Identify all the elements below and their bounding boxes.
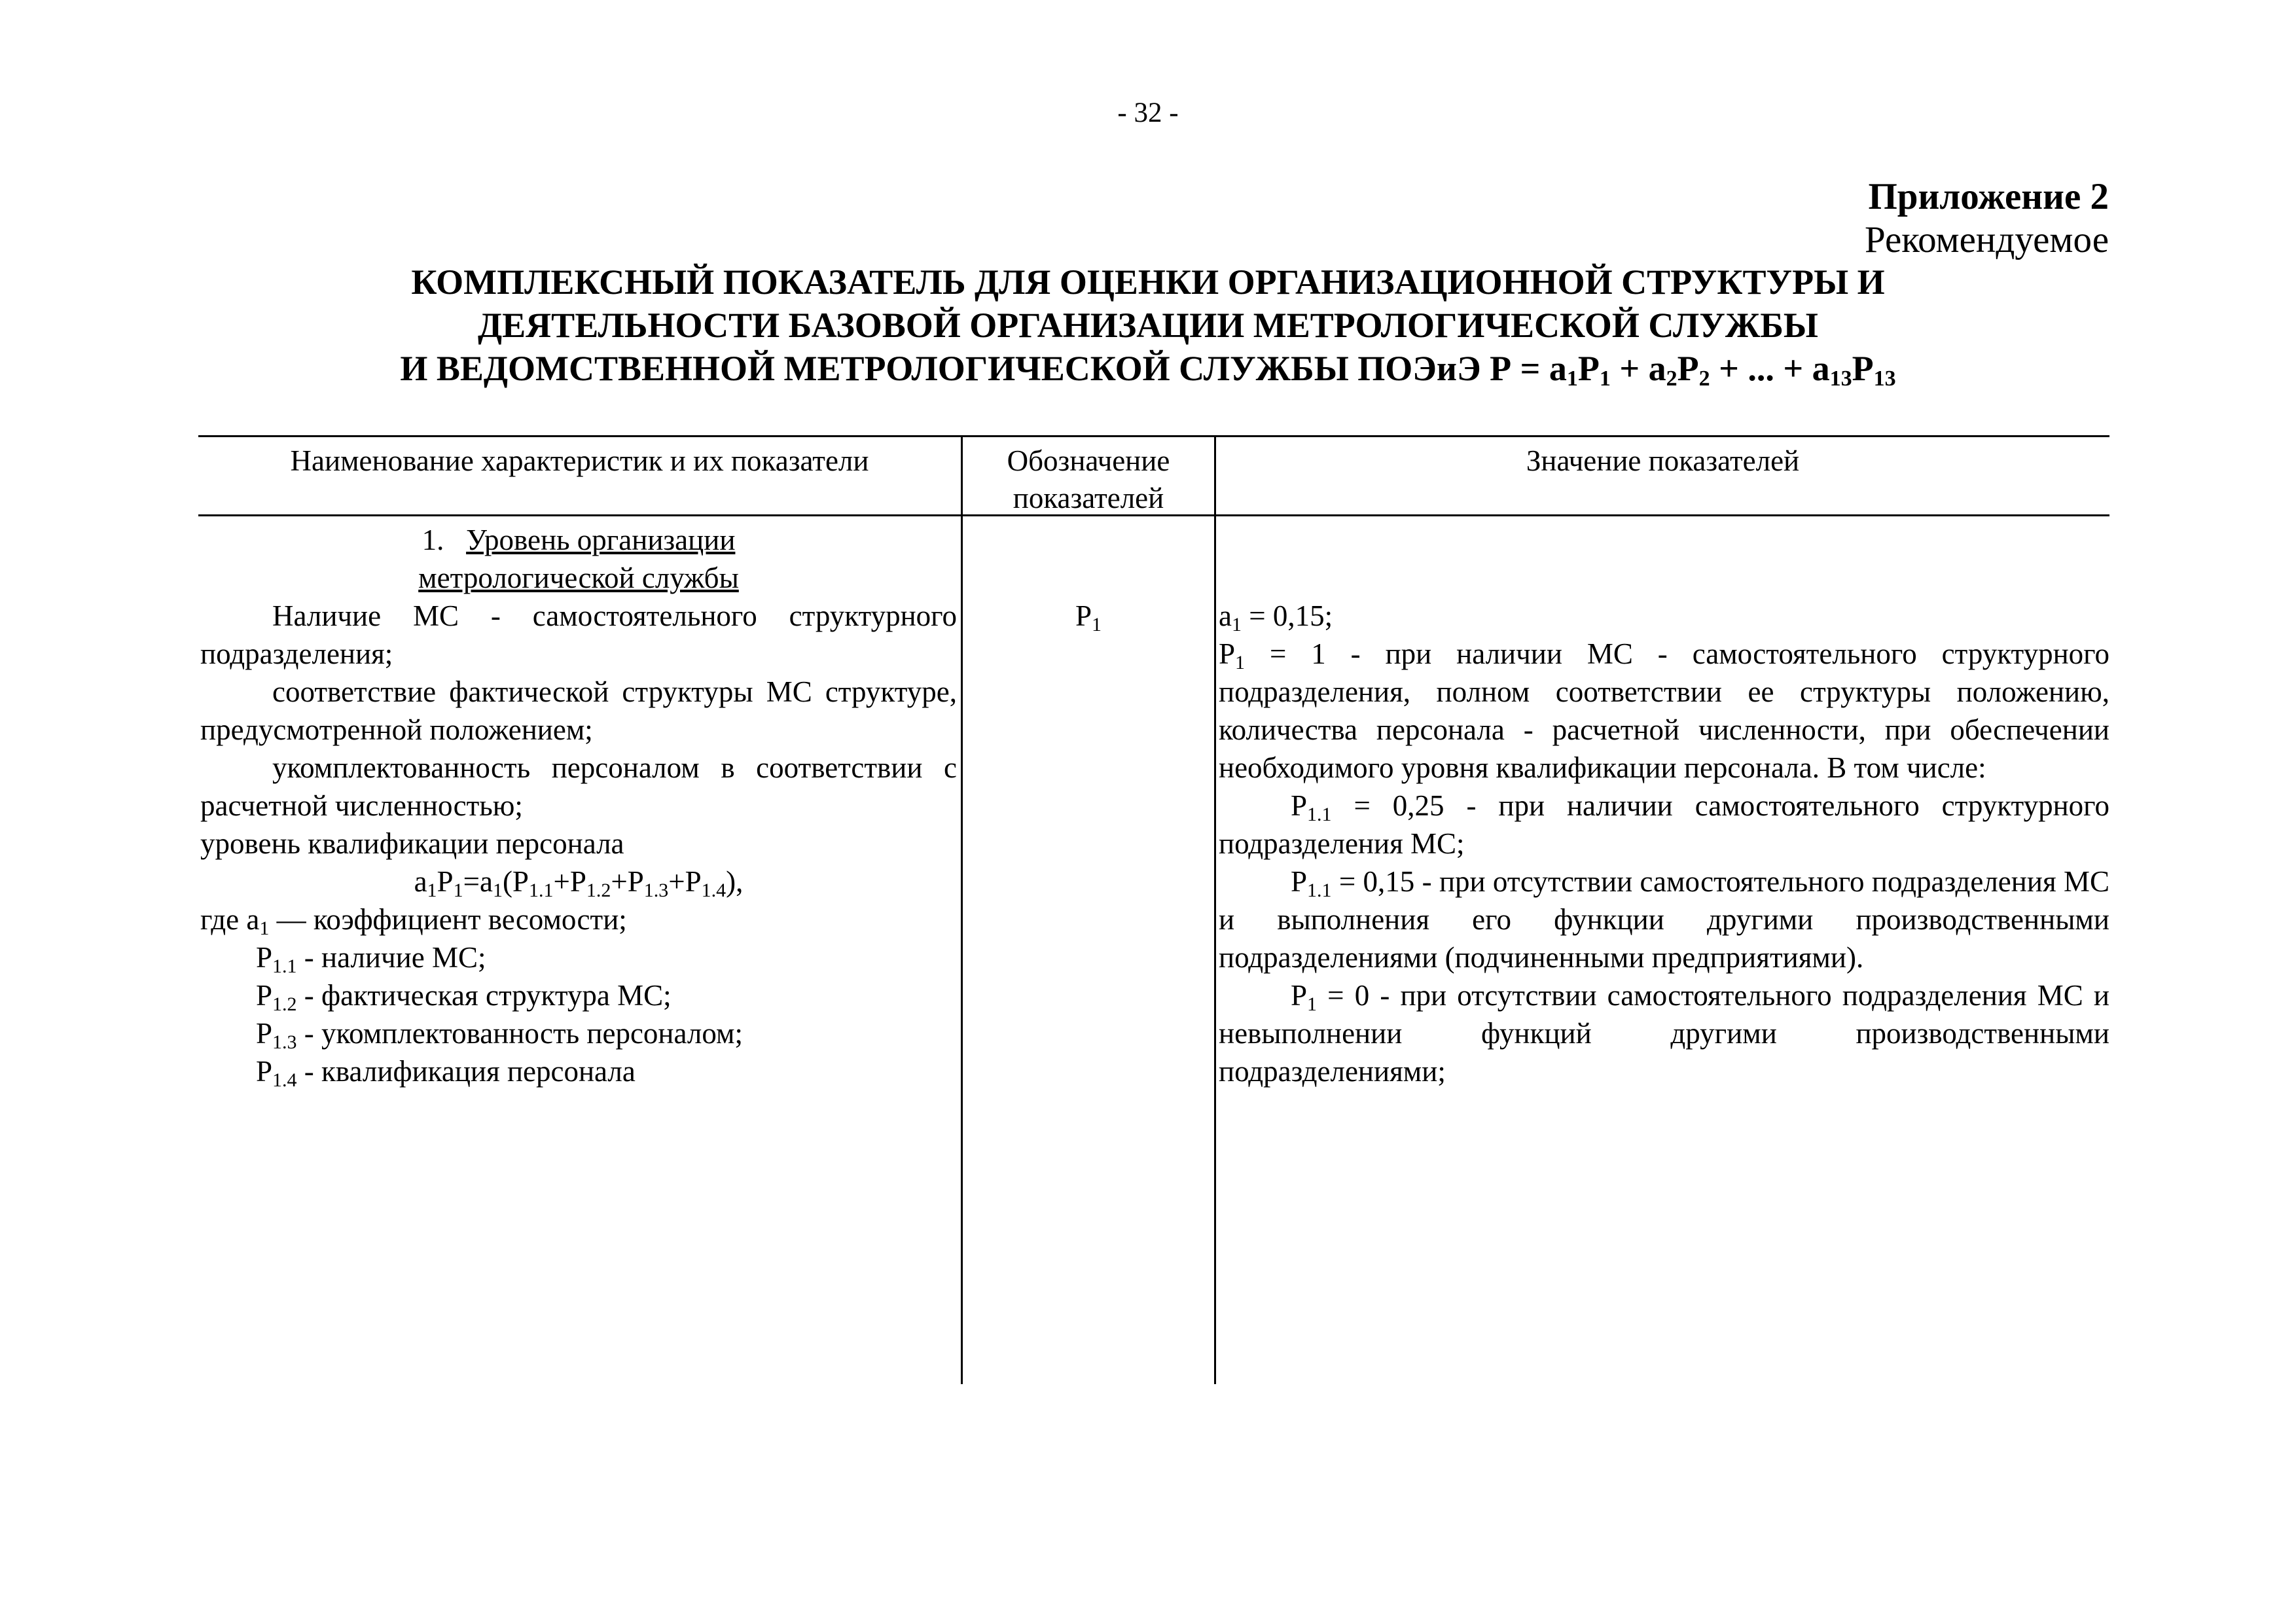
where-clause: где $а_1$ — коэффициент весомости; xyxy=(200,903,627,939)
value-cell xyxy=(1219,597,2109,1090)
appendix-block xyxy=(1865,175,2109,262)
formula-a1p1: $а_1Р_1=а_1(Р_{1.1}+Р_{1.2}+Р_{1.3}+Р_{1.4})$, xyxy=(414,865,744,901)
p-definition: $Р_{1.2}$ - фактическая структура МС; xyxy=(256,979,672,1015)
indicator-item-1: Наличие МС - самостоятельного структурного подразделения; xyxy=(200,599,957,670)
column-header-designation: Обозначение показателей xyxy=(1007,444,1170,514)
p-definition: $Р_{1.4}$ - квалификация персонала xyxy=(256,1055,636,1091)
column-divider-2 xyxy=(1214,435,1216,1384)
value-p1: $Р_1 = 1$ - при наличии МС - самостоятельного структурного подразделения, полном соответствии ее структуры положению, количества персонала - расчетной численности, при обеспечении необходимого уровня квалификации персонала. В том числе: xyxy=(1219,637,2109,784)
column-divider-1 xyxy=(961,435,963,1384)
characteristics-cell xyxy=(200,521,957,1090)
column-header-value: Значение показателей xyxy=(1526,444,1800,477)
appendix-title: Приложение 2 xyxy=(1868,176,2109,217)
section-heading-line-2: метрологической службы xyxy=(418,562,739,594)
title-line-3: И ВЕДОМСТВЕННОЙ МЕТРОЛОГИЧЕСКОЙ СЛУЖБЫ ПОЭиЭ $Р = а_1Р_1 + а_2Р_2$ + ... + $а_{13}Р_{13}$ xyxy=(400,349,1896,391)
value-a1: $а_1 = 0,15$; xyxy=(1219,599,1333,635)
indicator-item-4: уровень квалификации персонала xyxy=(200,827,624,860)
table-top-rule xyxy=(198,435,2109,437)
indicator-item-2: соответствие фактической структуры МС структуре, предусмотренной положением; xyxy=(200,675,957,746)
value-p1-zero: $Р_1 = 0$ - при отсутствии самостоятельного подразделения МС и невыполнении функций другими производственными подразделениями; xyxy=(1219,979,2109,1088)
value-p11-a: $Р_{1.1} = 0,25$ - при наличии самостоятельного структурного подразделения МС; xyxy=(1219,789,2109,860)
document-title xyxy=(0,260,2296,390)
designation-p1: $Р_1$ xyxy=(1075,599,1102,635)
page-number: - 32 - xyxy=(1117,98,1179,128)
designation-cell xyxy=(963,597,1214,635)
p-definition: $Р_{1.3}$ - укомплектованность персоналом; xyxy=(256,1017,743,1053)
title-line-1: КОМПЛЕКСНЫЙ ПОКАЗАТЕЛЬ ДЛЯ ОЦЕНКИ ОРГАНИЗАЦИОННОЙ СТРУКТУРЫ И xyxy=(411,262,1885,302)
indicator-item-3: укомплектованность персоналом в соответствии с расчетной численностью; xyxy=(200,751,957,822)
value-p11-b: $Р_{1.1} = 0,15$ - при отсутствии самостоятельного подразделения МС и выполнения его функции другими производственными подразделениями (подчиненными предприятиями). xyxy=(1219,865,2109,974)
p-definition: $Р_{1.1}$ - наличие МС; xyxy=(256,941,486,977)
title-line-3-prefix: И ВЕДОМСТВЕННОЙ МЕТРОЛОГИЧЕСКОЙ СЛУЖБЫ ПОЭиЭ Р = а xyxy=(400,349,1567,388)
section-heading: 1. Уровень организации xyxy=(422,524,736,556)
title-line-2: ДЕЯТЕЛЬНОСТИ БАЗОВОЙ ОРГАНИЗАЦИИ МЕТРОЛОГИЧЕСКОЙ СЛУЖБЫ xyxy=(478,306,1818,345)
appendix-subtitle: Рекомендуемое xyxy=(1865,219,2109,260)
column-header-name: Наименование характеристик и их показатели xyxy=(290,444,869,477)
